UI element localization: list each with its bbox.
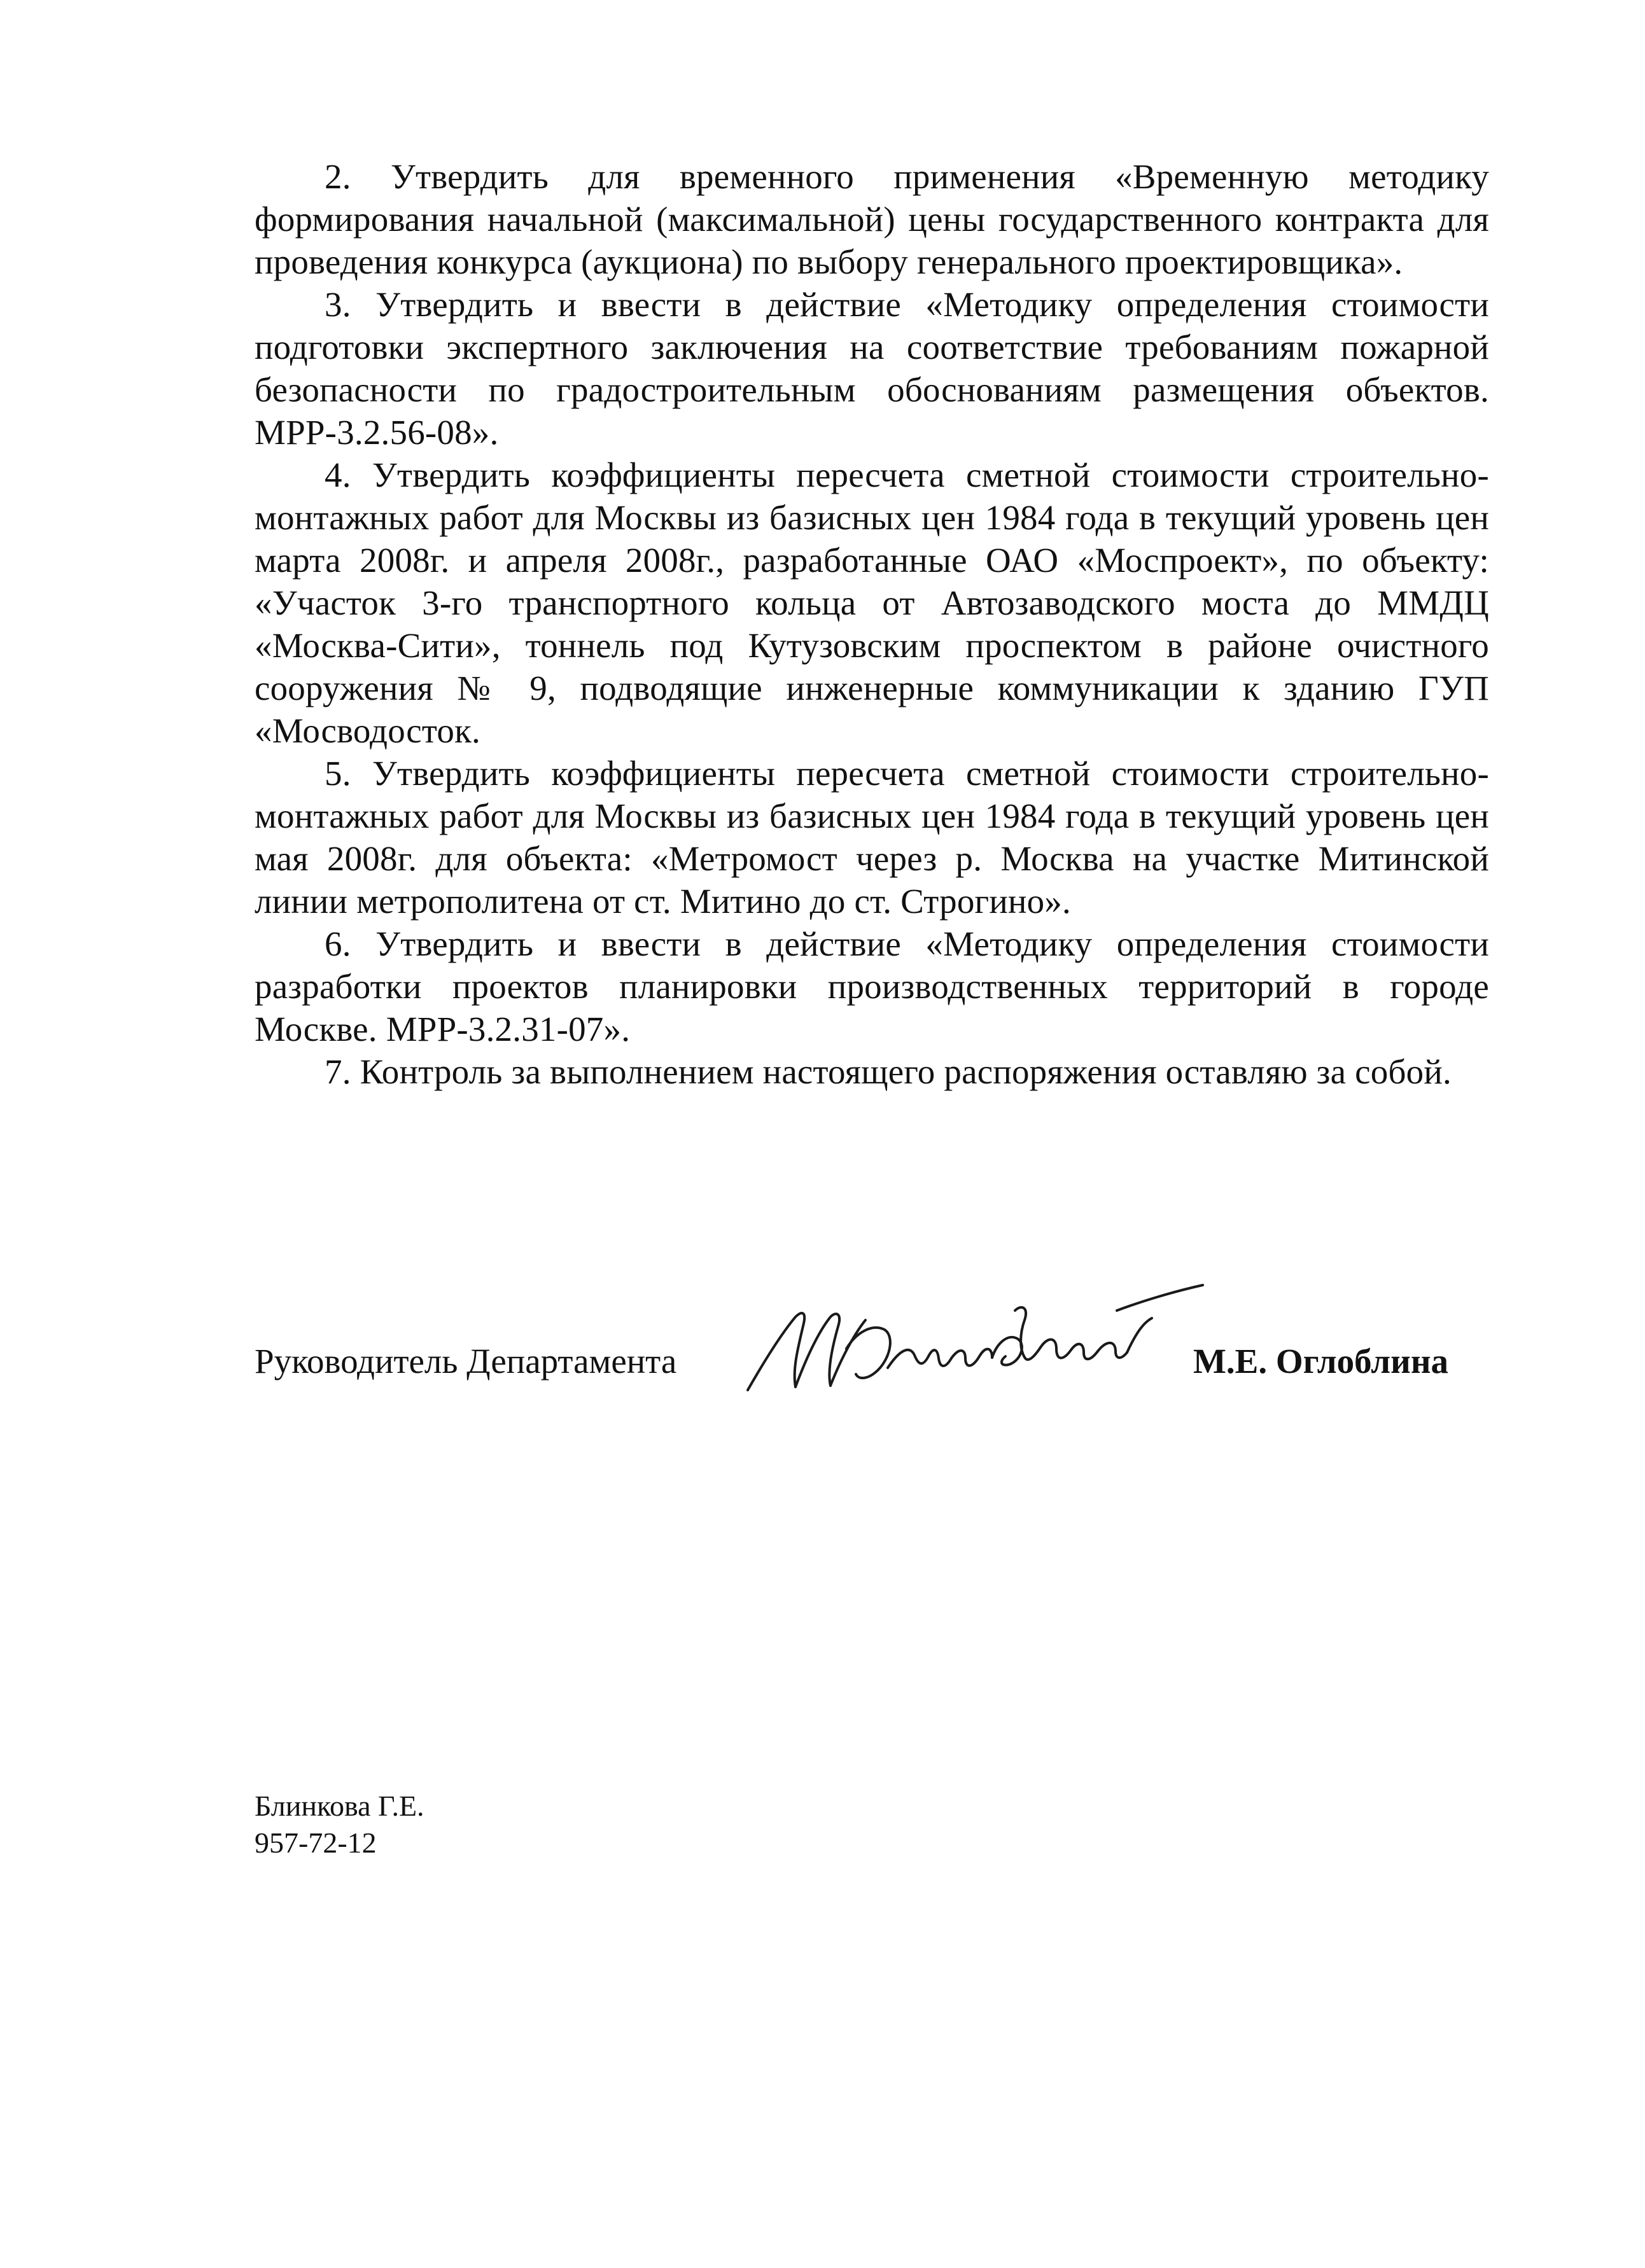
paragraph-item-5: 5. Утвердить коэффициенты пересчета сметной стоимости строительно-монтажных работ для Москвы из базисных цен 1984 года в текущий уровень цен мая 2008г. для объекта: «Метромост через р. Москва на участке Митинской линии метрополитена от ст. Митино до ст. Строгино». (255, 754, 1489, 921)
signatory-role: Руководитель Департамента (255, 1342, 677, 1381)
document-body (255, 155, 1489, 1093)
paragraph-item-3: 3. Утвердить и ввести в действие «Методику определения стоимости подготовки экспертного заключения на соответствие требованиям пожарной безопасности по градостроительным обоснованиям размещения объектов. МРР-3.2.56-08». (255, 285, 1489, 452)
paragraph-item-4: 4. Утвердить коэффициенты пересчета сметной стоимости строительно-монтажных работ для Москвы из базисных цен 1984 года в текущий уровень цен марта 2008г. и апреля 2008г., разработанные ОАО «Моспроект», по объекту: «Участок 3-го транспортного кольца от Автозаводского моста до ММДЦ «Москва-Сити», тоннель под Кутузовским проспектом в районе очистного сооружения № 9, подводящие инженерные коммуникации к зданию ГУП «Мосводосток. (255, 456, 1489, 750)
executor-name: Блинкова Г.Е. (255, 1790, 424, 1822)
signature-block (255, 1330, 1489, 1419)
signatory-name: М.Е. Оглоблина (1193, 1342, 1449, 1381)
handwritten-signature (735, 1272, 1206, 1406)
executor-phone: 957-72-12 (255, 1826, 377, 1859)
paragraph-item-7: 7. Контроль за выполнением настоящего распоряжения оставляю за собой. (325, 1052, 1452, 1091)
paragraph-item-2: 2. Утвердить для временного применения «Временную методику формирования начальной (максимальной) цены государственного контракта для проведения конкурса (аукциона) по выбору генерального проектировщика». (255, 157, 1489, 281)
paragraph-item-6: 6. Утвердить и ввести в действие «Методику определения стоимости разработки проектов планировки производственных территорий в городе Москве. МРР-3.2.31-07». (255, 924, 1489, 1048)
executor-block (255, 1788, 424, 1861)
